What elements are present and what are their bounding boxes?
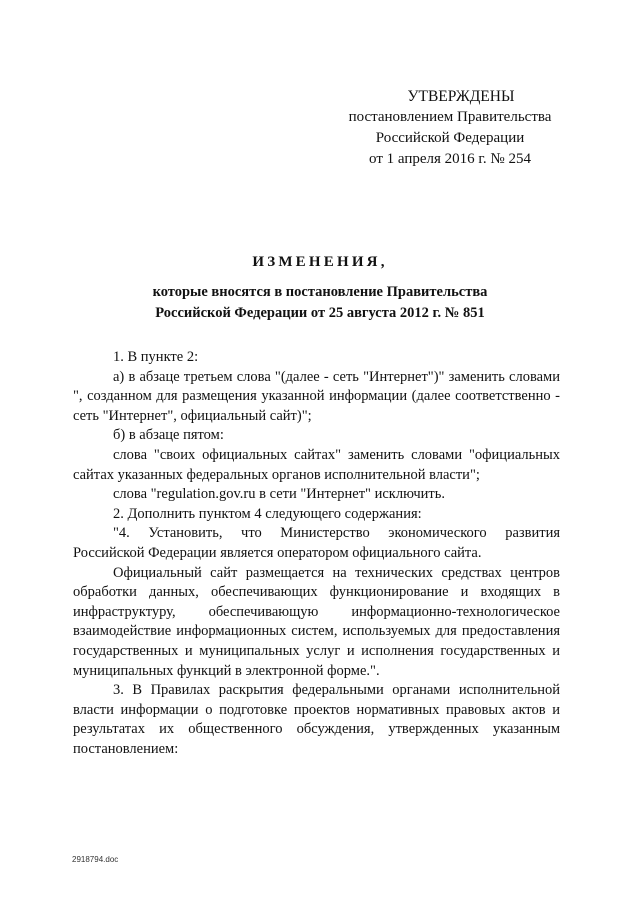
paragraph-1b-exclude: слова "regulation.gov.ru в сети "Интернет" исключить. bbox=[113, 486, 445, 503]
approval-line-1: постановлением Правительства bbox=[348, 109, 552, 125]
approval-line-2: Российской Федерации bbox=[375, 130, 525, 146]
document-body bbox=[73, 348, 560, 759]
file-name-footer: 2918794.doc bbox=[72, 855, 119, 864]
paragraph-2-official-site: Официальный сайт размещается на технических средствах центров обработки данных, обеспечивающих функционирование и входящих в инфраструктуру, обеспечивающую информационно-технологическое взаимодействие информационных систем, используемых для предоставления государственных и муниципальных услуг и исполнения государственных и муниципальных функций в электронной форме.". bbox=[73, 564, 560, 679]
paragraph-3: 3. В Правилах раскрытия федеральными органами исполнительной власти информации о подготовке проектов нормативных правовых актов и результатах их общественного обсуждения, утвержденных указанным постановлением: bbox=[73, 682, 560, 757]
approval-stamp bbox=[340, 86, 560, 170]
document-title-block bbox=[80, 252, 560, 324]
subtitle-line-2: Российской Федерации от 25 августа 2012 г. № 851 bbox=[155, 305, 485, 321]
document-subtitle bbox=[80, 282, 560, 324]
paragraph-1b: б) в абзаце пятом: bbox=[113, 427, 224, 444]
document-title: ИЗМЕНЕНИЯ, bbox=[252, 254, 388, 270]
paragraph-1b-words: слова "своих официальных сайтах" заменить словами "официальных сайтах указанных федеральных органов исполнительной власти"; bbox=[73, 446, 560, 483]
subtitle-line-1: которые вносятся в постановление Правительства bbox=[152, 284, 488, 300]
paragraph-1: 1. В пункте 2: bbox=[113, 349, 199, 365]
approval-line-3: от 1 апреля 2016 г. № 254 bbox=[369, 151, 531, 167]
paragraph-2: 2. Дополнить пунктом 4 следующего содержания: bbox=[113, 505, 422, 522]
paragraph-2-item-4: "4. Установить, что Министерство экономического развития Российской Федерации является оператором официального сайта. bbox=[73, 525, 560, 561]
approval-heading: УТВЕРЖДЕНЫ bbox=[407, 88, 515, 105]
paragraph-1a: а) в абзаце третьем слова "(далее - сеть "Интернет")" заменить словами ", созданном для размещения указанной информации (далее соответственно - сеть "Интернет", официальный сайт)"; bbox=[73, 368, 560, 424]
